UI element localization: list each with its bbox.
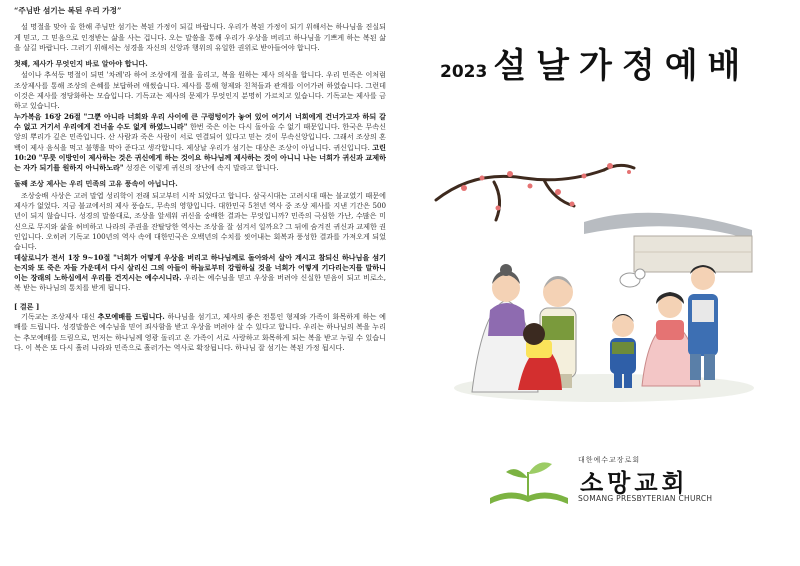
- section2-heading: 둘째 조상 제사는 우리 민족의 고유 풍속이 아닙니다.: [14, 179, 178, 189]
- conclusion-text-before: 기독교는 조상제사 대신: [21, 312, 95, 322]
- conclusion-label: [ 결론 ]: [14, 301, 40, 311]
- section1-paragraph-2: 한번 죽은 이는 다시 돌아올 수 없기 때문입니다. 한국은 무속신앙의 뿌리가 깊은 민족입니다. 산 사람과 죽은 사람이 서로 연결되어 있다고 믿는 것이 무속신앙입니다. 그래서 조상의 혼백이 제사 음식을 먹고 불행을 막아 준다고 생각합니다. 제상날 우리가 섬기는 대상은 조상이 아닙니다. 귀신입니다.: [14, 121, 386, 152]
- bible-sprout-logo-icon: [486, 452, 572, 510]
- dog-figure: [620, 269, 645, 287]
- bulletin-title: “주님반 섬기는 복된 우리 가정”: [14, 6, 122, 15]
- section1-verse-2: "무릇 이방인이 제사하는 것은 귀신에게 하는 것이요 하나님께 제사하는 것이 아니니 나는 너희가 귀신과 교제하는 자가 되기를 원하지 아니하노라": [14, 152, 386, 173]
- church-name-en: SOMANG PRESBYTERIAN CHURCH: [578, 494, 713, 503]
- cover-year: 2023: [440, 62, 488, 82]
- section1-verse-2-ref: 고린10:20: [14, 142, 386, 162]
- plum-branch-icon: [436, 165, 634, 220]
- cover-title: [440, 38, 750, 88]
- cover-title-text: 설날가정예배: [493, 46, 751, 86]
- conclusion-highlight: 추모예배를 드립니다.: [97, 312, 165, 322]
- denomination-label: 대한예수교장로회: [578, 456, 641, 464]
- church-name: 소망교회: [580, 469, 689, 497]
- section2-verse: 데살로니가 전서 1장 9~10절 "너희가 어떻게 우상을 버리고 하나님께로 돌아와서 살아 계시고 참되신 하나님을 섬기는지와 또 죽은 자들 가운데서 다시 살리신 그의 아들이 하늘로부터 강림하실 것을 너희가 어떻게 기다리는지를 말하니 이는 장래의 노하심에서 우리를 건지시는 예수시니라.: [14, 252, 386, 283]
- father-figure: [688, 265, 718, 380]
- section2-verse-block: [14, 253, 386, 294]
- section1-verse-block: [14, 112, 386, 174]
- family-illustration: [434, 160, 754, 410]
- conclusion-paragraph: [14, 312, 386, 353]
- section2-paragraph-1: 조상숭배 사상은 고려 말엽 성리학이 전래 되고부터 시작 되었다고 합니다. 삼국시대는 고려시대 때는 불교였기 때문에 제사가 없었다. 지금 불교에서의 제사 풍습도, 무속의 영향입니다. 대한민국 5천년 역사 중 조상 제사를 지낸 기간은 500년이 되지 않습니다. 성경의 말씀대로, 조상을 앞세워 귀신을 숭배한 결과는 무엇입니까? 민족의 극심한 가난, 수많은 미신으로 무지와 삶을 허비하고 나라의 주권을 잔탈당한 역사는 조상을 잘 섬겨서 일까요? 그 뒤에 숨겨진 귀신과 교제한 권인입니다. 오히려 기독교 100년의 역사 속에 대한민국은 오백년의 수치를 씻어내는 회복과 풍성한 결과를 가져오게 되었습니다.: [14, 190, 386, 252]
- intro-paragraph: 설 명절을 맞아 올 한해 주님만 섬기는 복된 가정이 되길 바랍니다. 우리가 복된 가정이 되기 위해서는 하나님을 진실되게 믿고, 그 믿음으로 인정받는 삶을 사는 겁니다. 오는 말씀을 통해 우리가 우상을 버리고 하나님을 기쁘게 하는 복된 삶을 살길 바랍니다. 그러기 위해서는 성경을 자신의 신앙과 행위의 유일한 권위로 받아들여야 합니다.: [14, 22, 386, 52]
- conclusion-text-after: 하나님을 섬기고, 제사의 좋은 전통인 형제와 가족이 화목하게 하는 예배를 드립니다. 성경말씀은 예수님을 믿어 죄사함을 받고 우상을 버려야 살 수 있다고 합니다. 우리는 하나님의 복을 누리는 추모예배를 드림으로, 먼저는 하나님께 영광 돌리고 온 가족이 서로 사랑하고 화목하게 되는 복을 받고 누릴 수 있습니다. 이 복은 또 다시 흘러 나라와 민족으로 흘러가는 역사로 확장됩니다. 하나님 잘 섬기는 복된 가정 됩시다.: [14, 312, 386, 352]
- section1-paragraph-3: 성경은 이렇게 귀신의 장난에 속지 말라고 합니다.: [125, 163, 279, 173]
- family-bow-illustration: [434, 160, 754, 410]
- section1-paragraph-1: 설이나 추석등 명절이 되면 '차례'라 하여 조상에게 절을 올리고, 복을 원하는 제사 의식을 합니다. 우리 민족은 이처럼 조상제사를 통해 조상의 은혜를 보답하려 애썼습니다. 제사를 통해 형제와 친척들과 관계를 이어가려 하였습니다. 그런데 이것은 제사를 정당화하는 모습입니다. 기독교는 제사의 문제가 무엇인지 분명히 가르치고 있습니다. 기독교는 제사를 금하고 있습니다.: [14, 70, 386, 111]
- bulletin-text-column: [14, 6, 386, 558]
- section2-paragraph-2: 우리는 예수님을 믿고 우상을 버려야 신실한 믿음이 되고 비로소, 복 받는 하나님의 통치를 받게 됩니다.: [14, 273, 386, 293]
- church-logo: [486, 452, 716, 512]
- section1-heading: 첫째, 제사가 무엇인지 바로 알아야 합니다.: [14, 59, 148, 69]
- section1-verse-1: 누가복음 16장 26절 "그뿐 아니라 너희와 우리 사이에 큰 구렁텅이가 놓여 있어 여기서 너희에게 건너가고자 하되 갈 수 없고 거기서 우리에게 건너올 수도 없게 하였느니라": [14, 111, 386, 131]
